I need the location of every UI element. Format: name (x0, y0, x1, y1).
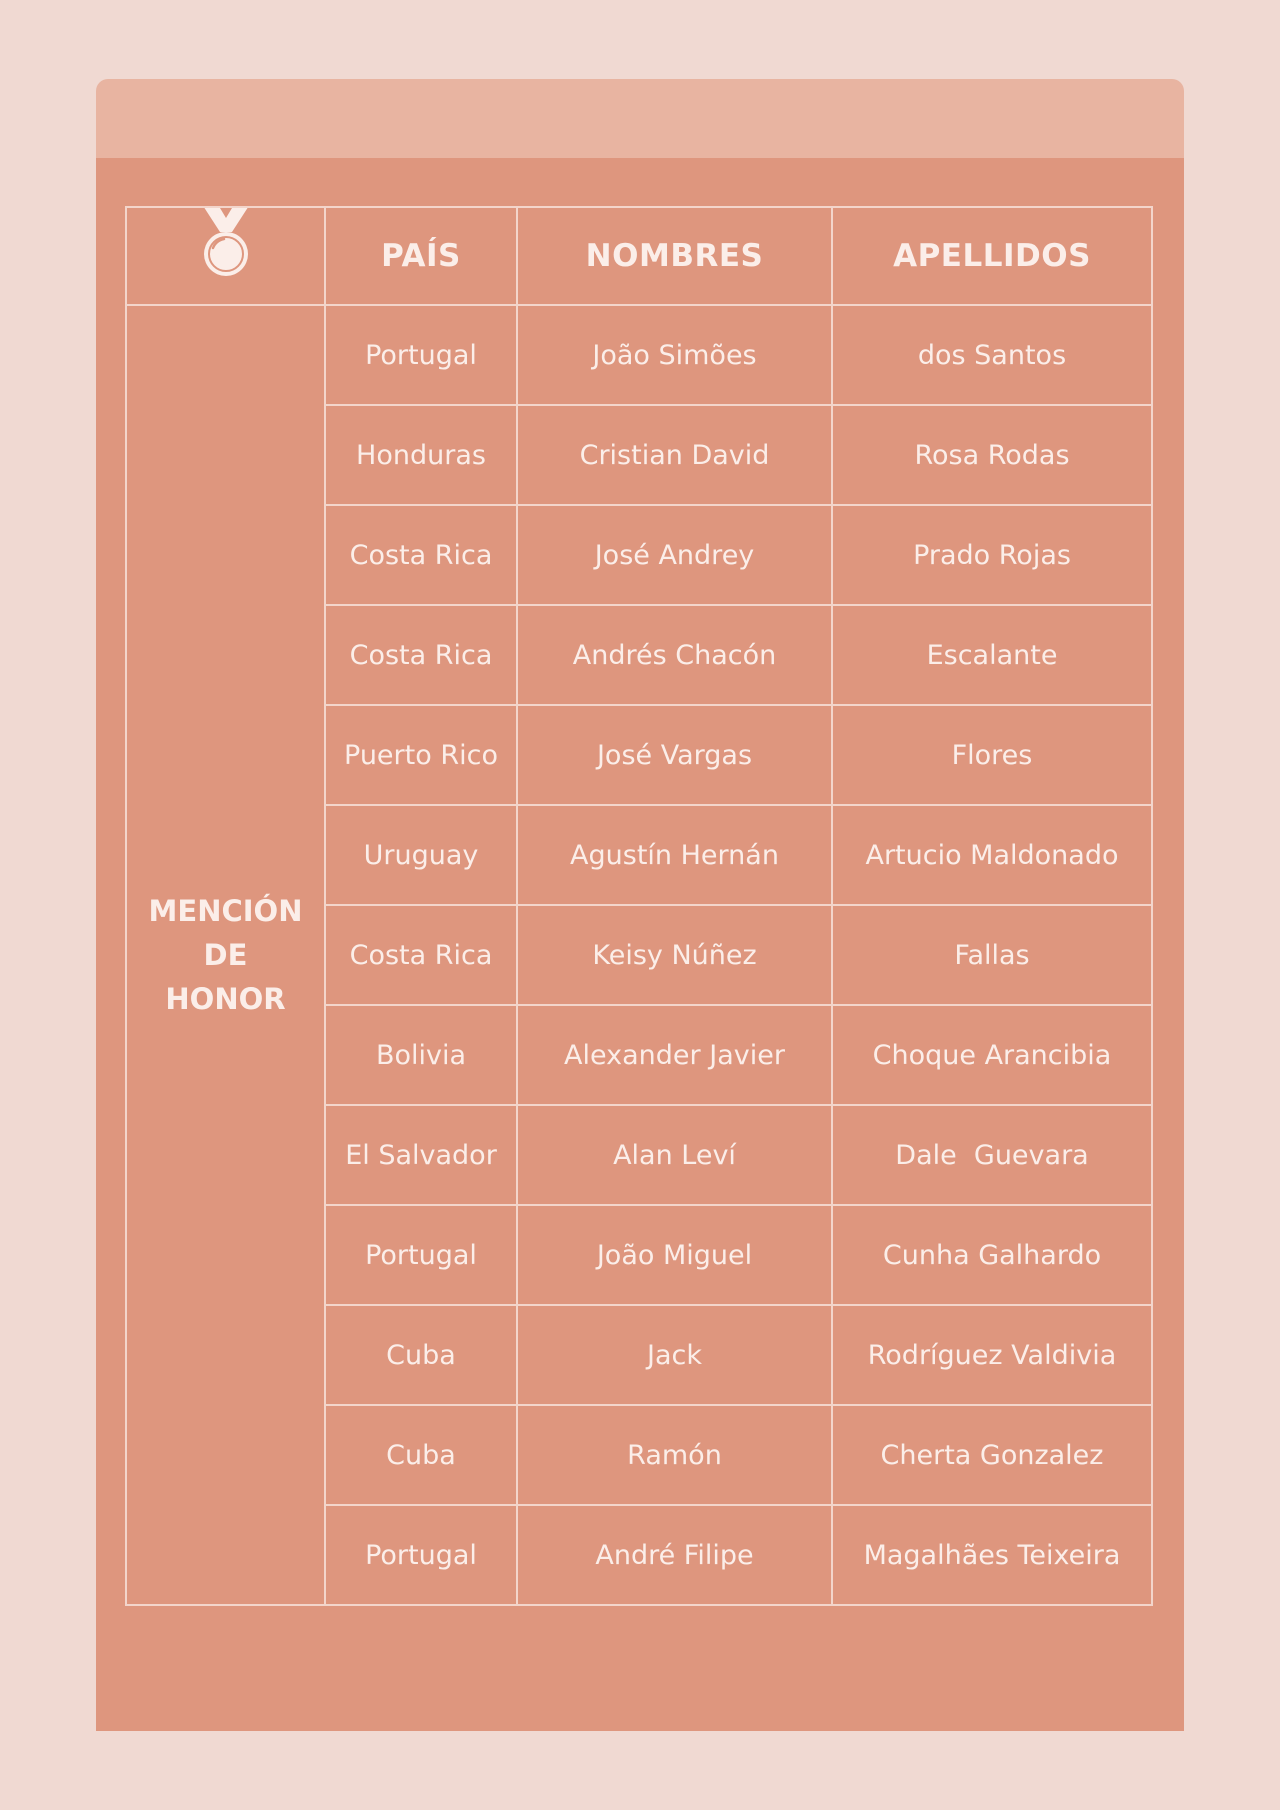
cell-names: Jack (517, 1305, 832, 1405)
cell-country: Portugal (325, 1205, 517, 1305)
cell-surnames: Escalante (832, 605, 1152, 705)
cell-country: Portugal (325, 305, 517, 405)
cell-names: Agustín Hernán (517, 805, 832, 905)
cell-surnames: Artucio Maldonado (832, 805, 1152, 905)
category-cell (126, 305, 325, 1605)
cell-surnames: Magalhães Teixeira (832, 1505, 1152, 1605)
cell-surnames: Rosa Rodas (832, 405, 1152, 505)
cell-surnames: dos Santos (832, 305, 1152, 405)
header-icon-cell (126, 207, 325, 305)
cell-country: Cuba (325, 1405, 517, 1505)
cell-country: Costa Rica (325, 605, 517, 705)
table-header-row (126, 207, 1152, 305)
cell-surnames: Prado Rojas (832, 505, 1152, 605)
cell-surnames: Fallas (832, 905, 1152, 1005)
cell-surnames: Flores (832, 705, 1152, 805)
cell-surnames: Rodríguez Valdivia (832, 1305, 1152, 1405)
header-names: NOMBRES (517, 207, 832, 305)
cell-surnames: Cunha Galhardo (832, 1205, 1152, 1305)
category-line-1: MENCIÓN (148, 894, 303, 928)
category-line-2: DE (203, 938, 248, 972)
cell-names: José Andrey (517, 505, 832, 605)
cell-surnames: Dale Guevara (832, 1105, 1152, 1205)
honor-table (125, 206, 1153, 1606)
cell-names: João Miguel (517, 1205, 832, 1305)
cell-country: Costa Rica (325, 905, 517, 1005)
cell-country: Uruguay (325, 805, 517, 905)
cell-names: João Simões (517, 305, 832, 405)
cell-country: Cuba (325, 1305, 517, 1405)
cell-names: Andrés Chacón (517, 605, 832, 705)
cell-names: Ramón (517, 1405, 832, 1505)
cell-country: Portugal (325, 1505, 517, 1605)
cell-country: Puerto Rico (325, 705, 517, 805)
table-row (126, 305, 1152, 405)
cell-surnames: Cherta Gonzalez (832, 1405, 1152, 1505)
header-surnames: APELLIDOS (832, 207, 1152, 305)
card-header-tab (96, 79, 1184, 169)
cell-names: José Vargas (517, 705, 832, 805)
cell-surnames: Choque Arancibia (832, 1005, 1152, 1105)
cell-names: Alan Leví (517, 1105, 832, 1205)
cell-country: Bolivia (325, 1005, 517, 1105)
cell-country: El Salvador (325, 1105, 517, 1205)
cell-names: Alexander Javier (517, 1005, 832, 1105)
medal-icon (196, 207, 256, 290)
cell-country: Costa Rica (325, 505, 517, 605)
cell-country: Honduras (325, 405, 517, 505)
cell-names: André Filipe (517, 1505, 832, 1605)
category-line-3: HONOR (165, 982, 286, 1016)
header-country: PAÍS (325, 207, 517, 305)
cell-names: Cristian David (517, 405, 832, 505)
cell-names: Keisy Núñez (517, 905, 832, 1005)
